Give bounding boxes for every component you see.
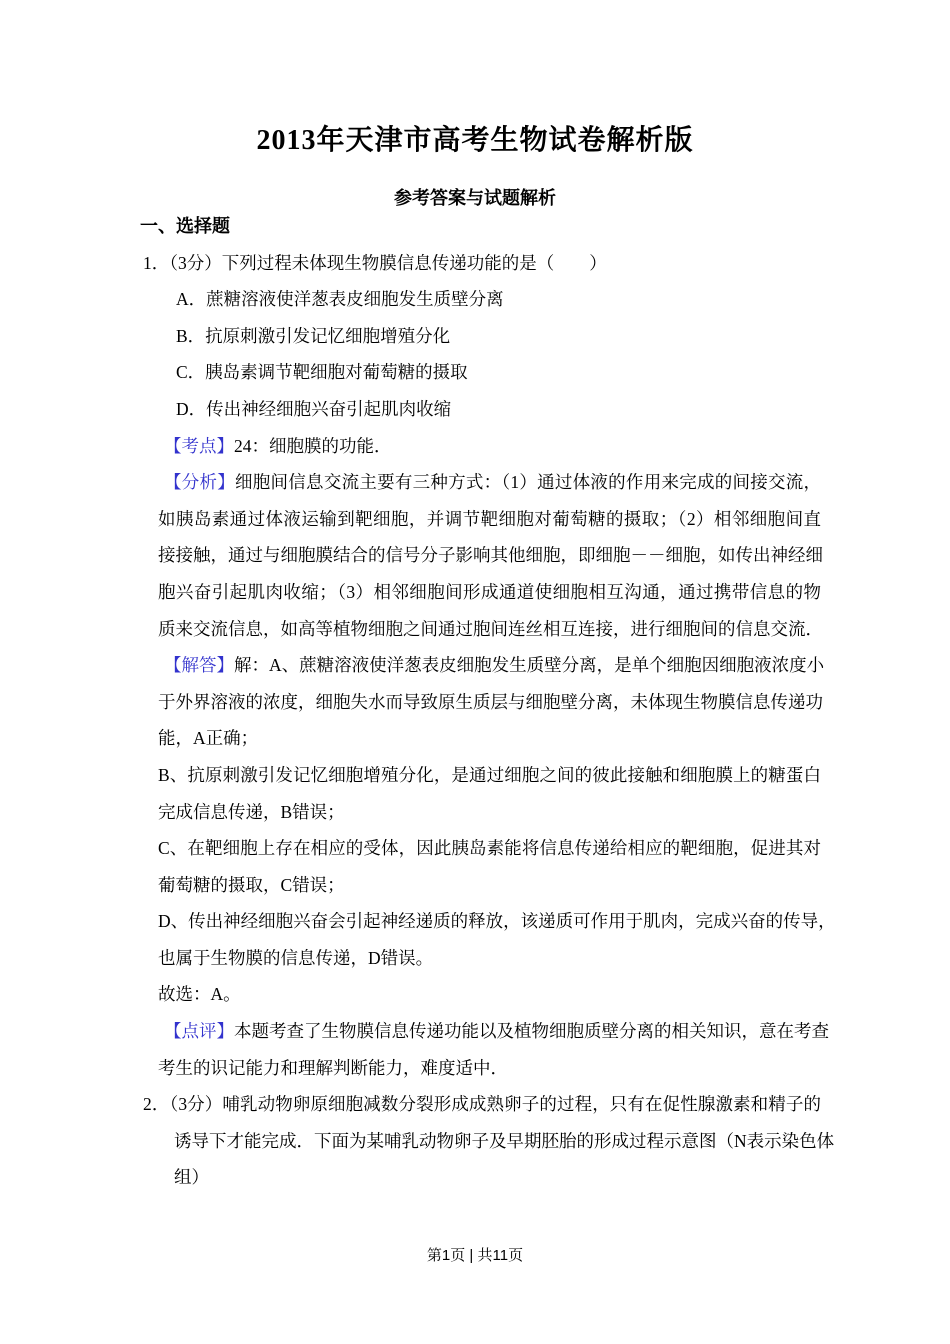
- question1-stem: 1．（3分）下列过程未体现生物膜信息传递功能的是（ ）: [143, 252, 607, 273]
- answer-key-subtitle: 参考答案与试题解析: [394, 188, 556, 208]
- conclusion-line: 故选：A。: [158, 984, 241, 1005]
- exam-title: 2013年天津市高考生物试卷解析版: [256, 125, 694, 156]
- comment-text: 本题考查了生物膜信息传递功能以及植物细胞质壁分离的相关知识，意在考查: [234, 1021, 829, 1042]
- comment-label: 【点评】: [164, 1021, 234, 1042]
- kaodian-line: [164, 428, 821, 465]
- question1-option-b: B．抗原刺激引发记忆细胞增殖分化: [176, 325, 451, 346]
- section-heading: 一、选择题: [140, 216, 230, 236]
- question2-stem-line-1: 2．（3分）哺乳动物卵原细胞减数分裂形成成熟卵子的过程，只有在促性腺激素和精子的: [143, 1094, 821, 1115]
- answer-line-4: B、抗原刺激引发记忆细胞增殖分化，是通过细胞之间的彼此接触和细胞膜上的糖蛋白: [158, 764, 821, 785]
- answer-line-7: 葡萄糖的摄取，C错误；: [158, 874, 345, 895]
- comment-line-2: 考生的识记能力和理解判断能力，难度适中．: [158, 1057, 508, 1078]
- answer-label: 【解答】: [164, 655, 234, 676]
- answer-line-6: C、在靶细胞上存在相应的受体，因此胰岛素能将信息传递给相应的靶细胞，促进其对: [158, 838, 821, 859]
- kaodian-text: 24：细胞膜的功能．: [234, 435, 392, 456]
- analysis-line-5: 质来交流信息，如高等植物细胞之间通过胞间连丝相互连接，进行细胞间的信息交流．: [158, 618, 823, 639]
- question1-option-d: D．传出神经细胞兴奋引起肌肉收缩: [176, 398, 452, 419]
- answer-line-3: 能，A正确；: [158, 728, 259, 749]
- analysis-line-3: 接接触，通过与细胞膜结合的信号分子影响其他细胞，即细胞－－细胞，如传出神经细: [158, 545, 823, 566]
- analysis-label: 【分析】: [164, 472, 236, 493]
- document-body: [0, 208, 950, 1196]
- question2-stem-line-2: 诱导下才能完成．下面为某哺乳动物卵子及早期胚胎的形成过程示意图（N表示染色体: [174, 1130, 835, 1151]
- answer-line-5: 完成信息传递，B错误；: [158, 801, 345, 822]
- analysis-text: 细胞间信息交流主要有三种方式：（1）通过体液的作用来完成的间接交流，: [235, 472, 822, 493]
- comment-line-1: [164, 1013, 829, 1050]
- answer-line-2: 于外界溶液的浓度，细胞失水而导致原生质层与细胞壁分离，未体现生物膜信息传递功: [158, 691, 823, 712]
- analysis-line-4: 胞兴奋引起肌肉收缩；（3）相邻细胞间形成通道使细胞相互沟通，通过携带信息的物: [158, 581, 821, 602]
- analysis-line-2: 如胰岛素通过体液运输到靶细胞，并调节靶细胞对葡萄糖的摄取；（2）相邻细胞间直: [158, 508, 821, 529]
- answer-line-1: [164, 647, 825, 684]
- analysis-line-1: [164, 464, 821, 501]
- question1-option-c: C．胰岛素调节靶细胞对葡萄糖的摄取: [176, 362, 468, 383]
- kaodian-label: 【考点】: [164, 435, 234, 456]
- page-number-footer: 第1页 | 共11页: [426, 1247, 524, 1264]
- answer-text: 解：A、蔗糖溶液使洋葱表皮细胞发生质壁分离，是单个细胞因细胞液浓度小: [234, 655, 825, 676]
- question2-stem-line-3: 组）: [174, 1167, 209, 1188]
- answer-line-8: D、传出神经细胞兴奋会引起神经递质的释放，该递质可作用于肌肉，完成兴奋的传导，: [158, 911, 836, 932]
- answer-line-9: 也属于生物膜的信息传递，D错误。: [158, 947, 434, 968]
- question1-option-a: A．蔗糖溶液使洋葱表皮细胞发生质壁分离: [176, 289, 504, 310]
